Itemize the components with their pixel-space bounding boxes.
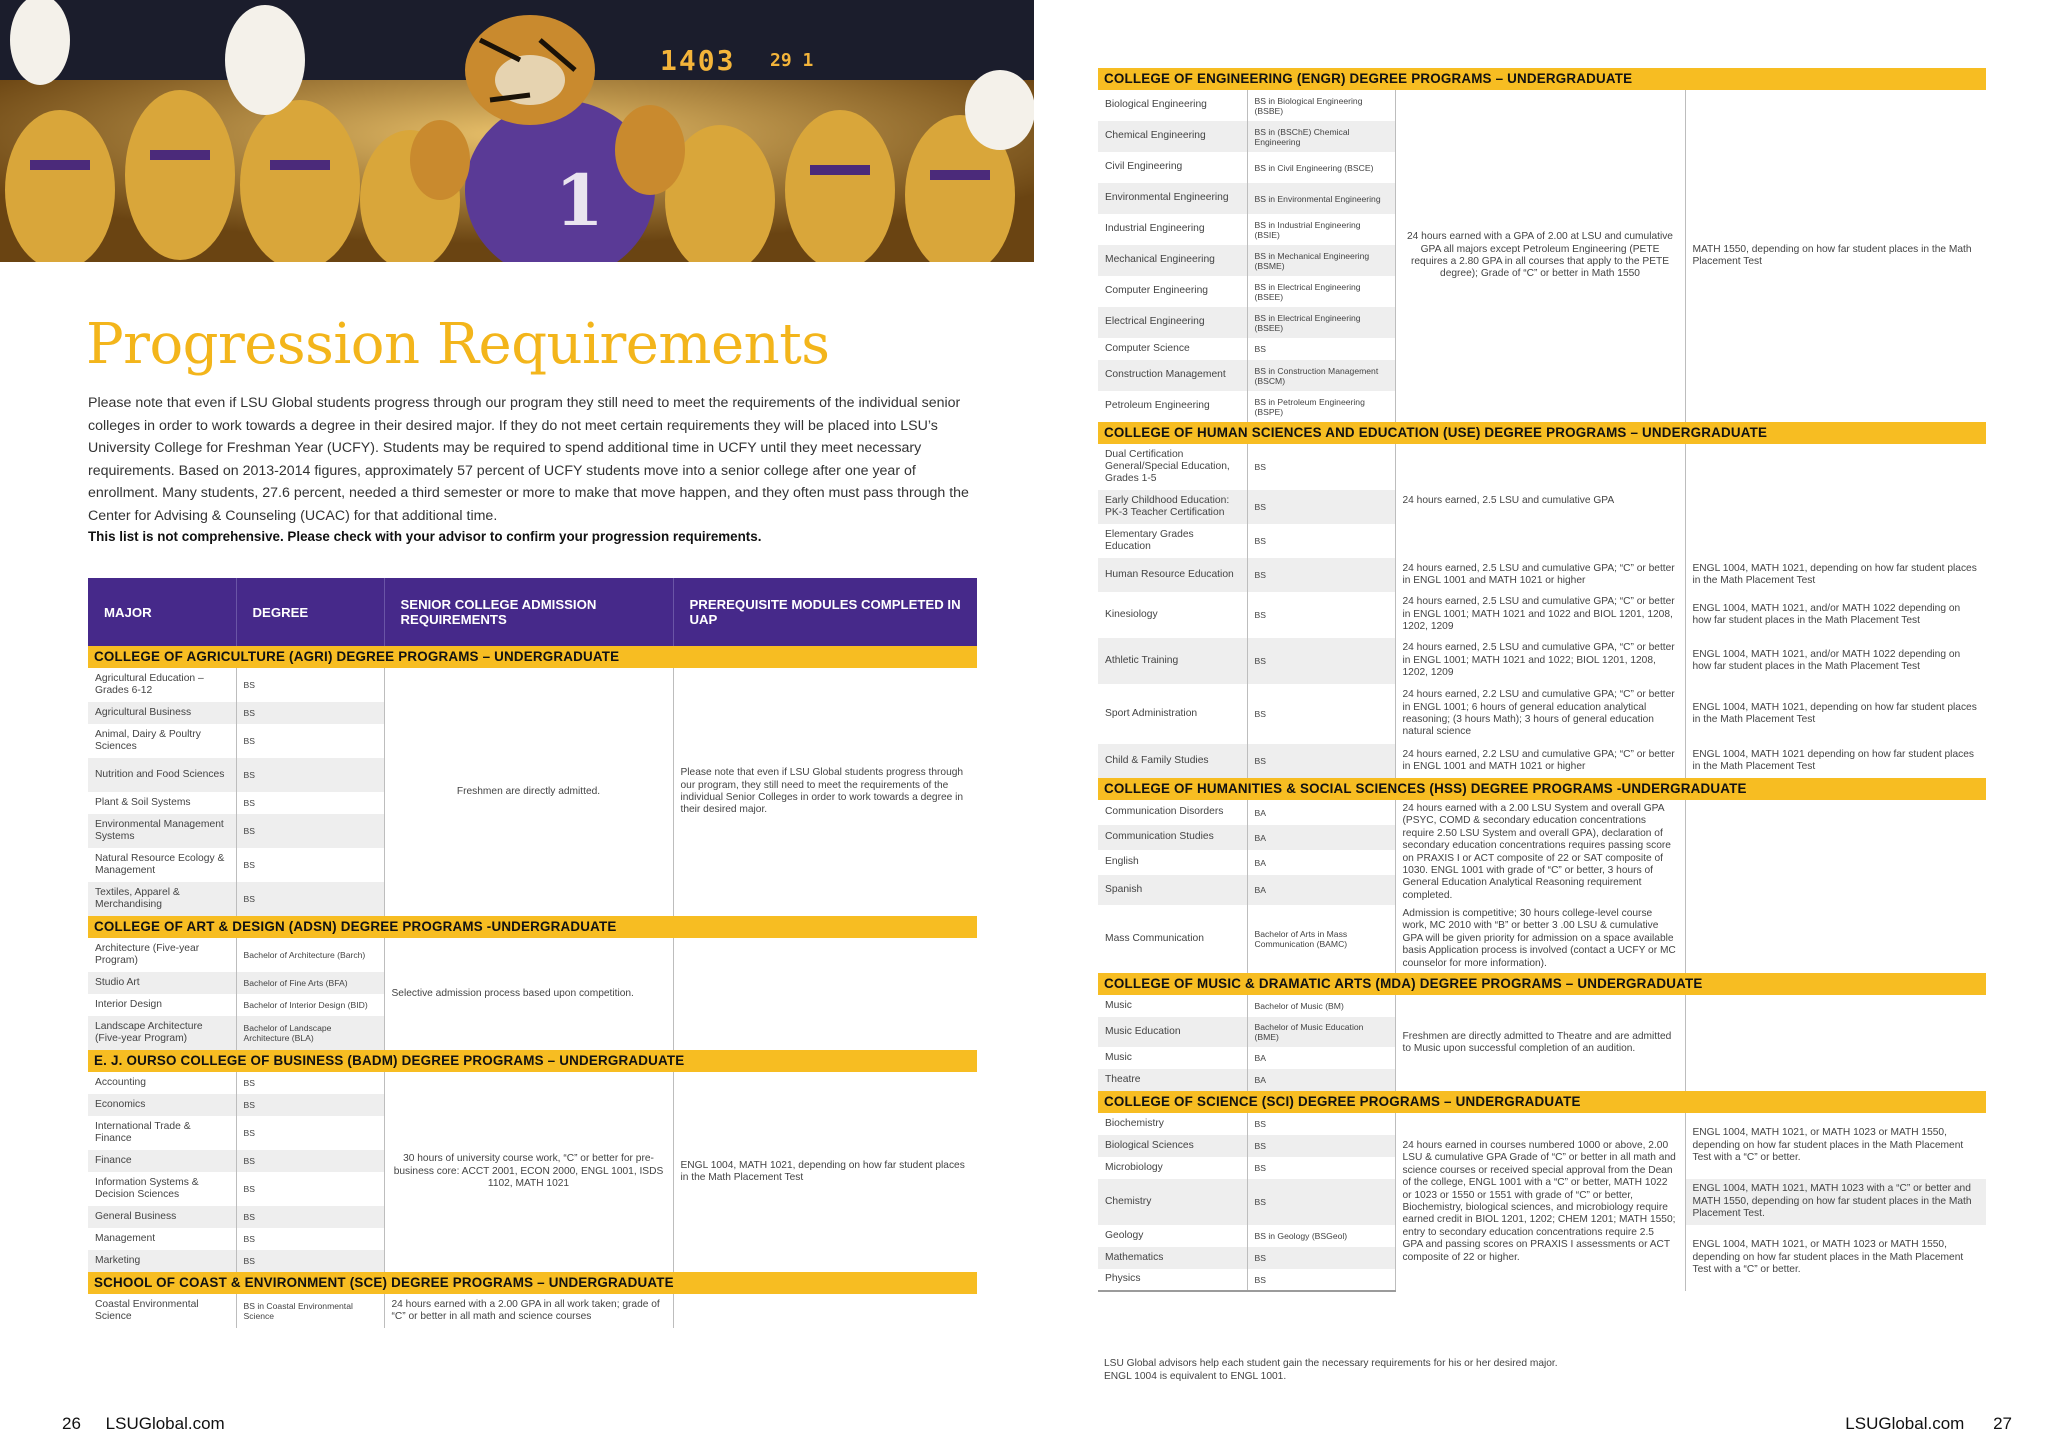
requirements-table-left	[88, 578, 977, 1328]
prereq-cell: ENGL 1004, MATH 1021, or MATH 1023 or MATH 1550, depending on how far student places in the Math Placement Test with a “C” or better.	[1685, 1225, 1986, 1291]
major-cell: Music	[1105, 1051, 1132, 1063]
degree-cell: Bachelor of Architecture (Barch)	[236, 938, 384, 972]
major-cell: Agricultural Education – Grades 6-12	[95, 672, 204, 696]
major-cell: Elementary Grades Education	[1105, 528, 1194, 552]
major-cell: Accounting	[95, 1076, 146, 1088]
major-cell: Physics	[1098, 1269, 1247, 1291]
admission-cell: 24 hours earned with a 2.00 GPA in all work taken; grade of “C” or better in all math and science courses	[384, 1294, 673, 1328]
degree-cell: BS	[236, 882, 384, 916]
major-cell: Theatre	[1098, 1069, 1247, 1091]
major-cell: Communication Disorders	[1105, 806, 1224, 818]
prereq-cell: ENGL 1004, MATH 1021, MATH 1023 with a “C” or better and MATH 1550, depending on how far student places in the Math Placement Test.	[1685, 1179, 1986, 1225]
prereq-cell: ENGL 1004, MATH 1021, depending on how far student places in the Math Placement Test	[673, 1072, 977, 1272]
section-header-sce: SCHOOL OF COAST & ENVIRONMENT (SCE) DEGREE PROGRAMS – UNDERGRADUATE	[88, 1272, 977, 1294]
degree-cell: BA	[1247, 850, 1395, 875]
major-cell: Management	[95, 1232, 156, 1244]
degree-cell: BS	[236, 1172, 384, 1206]
degree-cell: BS in Construction Management (BSCM)	[1247, 360, 1395, 391]
degree-cell: BS	[1247, 558, 1395, 592]
prereq-cell	[1685, 800, 1986, 973]
major-cell: Athletic Training	[1098, 638, 1247, 684]
band-mascot-photo	[0, 0, 1034, 262]
admission-cell: 24 hours earned with a 2.00 LSU System and overall GPA (PSYC, COMD & secondary education concentrations require 2.50 LSU System and overall GPA), declaration of secondary education concentrations requires passing score on PRAXIS I or ACT composite of 22 or SAT composite of 1030. ENGL 1001 with grade of “C” or better, 3 hours of General Education Analytical Reasoning requirement completed.	[1395, 800, 1685, 905]
major-cell: Architecture (Five-year Program)	[95, 942, 200, 966]
major-cell: Biological Engineering	[1105, 99, 1207, 111]
admission-cell: Freshmen are directly admitted.	[384, 668, 673, 916]
major-cell: Civil Engineering	[1105, 161, 1183, 173]
degree-cell: BS	[1247, 524, 1395, 558]
degree-cell: BS	[1247, 744, 1395, 778]
major-cell: Music Education	[1098, 1017, 1247, 1047]
prereq-cell	[673, 938, 977, 1050]
degree-cell: BS in Coastal Environmental Science	[236, 1294, 384, 1328]
major-cell: Computer Science	[1105, 342, 1190, 354]
footnote-line: ENGL 1004 is equivalent to ENGL 1001.	[1104, 1371, 1287, 1382]
major-cell: Chemical Engineering	[1098, 121, 1247, 152]
section-header-badm: E. J. OURSO COLLEGE OF BUSINESS (BADM) DEGREE PROGRAMS – UNDERGRADUATE	[88, 1050, 977, 1072]
degree-cell: BS	[236, 1094, 384, 1116]
degree-cell: BS	[1247, 444, 1395, 490]
major-cell: Spanish	[1098, 875, 1247, 905]
prereq-cell	[1685, 444, 1986, 558]
major-cell: Microbiology	[1105, 1161, 1163, 1173]
degree-cell: BS	[1247, 338, 1395, 360]
degree-cell: BS	[236, 792, 384, 814]
prereq-cell: ENGL 1004, MATH 1021 depending on how far student places in the Math Placement Test	[1685, 744, 1986, 778]
major-cell: Construction Management	[1098, 360, 1247, 391]
major-cell: Economics	[88, 1094, 236, 1116]
degree-cell: BS in Electrical Engineering (BSEE)	[1247, 276, 1395, 307]
major-cell: English	[1105, 856, 1139, 868]
major-cell: International Trade & Finance	[95, 1120, 191, 1144]
major-cell: Textiles, Apparel & Merchandising	[88, 882, 236, 916]
major-cell: Electrical Engineering	[1098, 307, 1247, 338]
major-cell: Marketing	[88, 1250, 236, 1272]
major-cell: Communication Studies	[1098, 825, 1247, 850]
footer-left	[62, 1414, 225, 1434]
major-cell: Nutrition and Food Sciences	[88, 758, 236, 792]
site-url-right[interactable]: LSUGlobal.com	[1845, 1414, 1965, 1433]
degree-cell: BS	[236, 1150, 384, 1172]
col-header-degree: DEGREE	[236, 578, 384, 646]
prereq-cell: MATH 1550, depending on how far student places in the Math Placement Test	[1685, 90, 1986, 422]
col-header-prereq: PREREQUISITE MODULES COMPLETED IN UAP	[673, 578, 977, 646]
degree-cell: BS in Electrical Engineering (BSEE)	[1247, 307, 1395, 338]
degree-cell: BS	[236, 1206, 384, 1228]
degree-cell: BS	[236, 724, 384, 758]
major-cell: Child & Family Studies	[1098, 744, 1247, 778]
major-cell: Agricultural Business	[88, 702, 236, 724]
svg-text:1: 1	[555, 159, 604, 242]
site-url-left[interactable]: LSUGlobal.com	[105, 1414, 225, 1433]
admission-cell: 24 hours earned with a GPA of 2.00 at LSU and cumulative GPA all majors except Petroleum Engineering (PETE requires a 2.80 GPA in all courses that apply to the PETE degree); Grade of “C” or better in Math 1550	[1395, 90, 1685, 422]
degree-cell: BS	[236, 758, 384, 792]
prereq-cell: ENGL 1004, MATH 1021, and/or MATH 1022 depending on how far student places in the Math Placement Test	[1685, 592, 1986, 638]
degree-cell: BA	[1247, 875, 1395, 905]
major-cell: Coastal Environmental Science	[95, 1298, 199, 1322]
major-cell: Dual Certification General/Special Education, Grades 1-5	[1105, 448, 1230, 485]
degree-cell: BS	[236, 1072, 384, 1094]
major-cell: Industrial Engineering	[1105, 223, 1205, 235]
major-cell: Mass Communication	[1105, 932, 1204, 944]
degree-cell: BS	[1247, 638, 1395, 684]
degree-cell: Bachelor of Music (BM)	[1247, 995, 1395, 1017]
major-cell: General Business	[88, 1206, 236, 1228]
col-header-major: MAJOR	[88, 578, 236, 646]
major-cell: Information Systems & Decision Sciences	[95, 1176, 199, 1200]
degree-cell: BS in (BSChE) Chemical Engineering	[1247, 121, 1395, 152]
prereq-cell: Please note that even if LSU Global students progress through our program, they still need to meet the requirements of the individual Senior Colleges in order to work towards a degree in their desired major.	[673, 668, 977, 916]
major-cell: Finance	[88, 1150, 236, 1172]
degree-cell: BS	[1247, 1135, 1395, 1157]
major-cell: Biochemistry	[1105, 1117, 1164, 1129]
degree-cell: BS	[1247, 490, 1395, 524]
section-header-agri: COLLEGE OF AGRICULTURE (AGRI) DEGREE PROGRAMS – UNDERGRADUATE	[88, 646, 977, 668]
major-cell: Computer Engineering	[1105, 285, 1209, 297]
section-header-mda: COLLEGE OF MUSIC & DRAMATIC ARTS (MDA) DEGREE PROGRAMS – UNDERGRADUATE	[1098, 973, 1986, 995]
degree-cell: BA	[1247, 825, 1395, 850]
page-number-left: 26	[62, 1414, 81, 1433]
section-header-sci: COLLEGE OF SCIENCE (SCI) DEGREE PROGRAMS – UNDERGRADUATE	[1098, 1091, 1986, 1113]
degree-cell: BS	[236, 1228, 384, 1250]
major-cell: Environmental Management Systems	[88, 814, 236, 848]
degree-cell: BA	[1247, 1069, 1395, 1091]
degree-cell: BS	[236, 702, 384, 724]
section-header-use: COLLEGE OF HUMAN SCIENCES AND EDUCATION (USE) DEGREE PROGRAMS – UNDERGRADUATE	[1098, 422, 1986, 444]
admission-cell: 24 hours earned, 2.5 LSU and cumulative GPA; “C” or better in ENGL 1001 and MATH 1021 or higher	[1395, 558, 1685, 592]
admission-cell: 24 hours earned, 2.2 LSU and cumulative GPA; “C” or better in ENGL 1001 and MATH 1021 or higher	[1395, 744, 1685, 778]
degree-cell: Bachelor of Landscape Architecture (BLA)	[236, 1016, 384, 1050]
degree-cell: BS in Mechanical Engineering (BSME)	[1247, 245, 1395, 276]
table-header-row	[88, 578, 977, 646]
degree-cell: Bachelor of Fine Arts (BFA)	[236, 972, 384, 994]
degree-cell: BS	[236, 848, 384, 882]
admission-cell: 24 hours earned, 2.5 LSU and cumulative GPA; “C” or better in ENGL 1001; MATH 1021 and 1022 and BIOL 1201, 1208, 1202, 1209	[1395, 592, 1685, 638]
degree-cell: BS	[1247, 1179, 1395, 1225]
admission-cell: 24 hours earned in courses numbered 1000 or above, 2.00 LSU & cumulative GPA Grade of “C” or better in all math and science courses or received special approval from the Dean of the college, ENGL 1001 with a “C” or better, MATH 1022 or 1023 or 1550 or 1551 with grade of “C” or better, Biochemistry, biological sciences, and microbiology require earned credit in BIOL 1201, 1202; CHEM 1201; MATH 1550; entry to secondary education concentrations require 2.5 GPA and passing scores on PRAXIS I assessments or ACT composite of 22 or higher.	[1395, 1113, 1685, 1291]
admission-cell: Admission is competitive; 30 hours college-level course work, MC 2010 with “B” or better 3 .00 LSU & cumulative GPA will be given priority for admission on a space available basis Application process is involved (contact a UCFY or MC counselor for more information).	[1395, 905, 1685, 973]
footnotes	[1104, 1357, 1558, 1383]
degree-cell: Bachelor of Music Education (BME)	[1247, 1017, 1395, 1047]
degree-cell: BS	[1247, 1113, 1395, 1135]
admission-cell: 24 hours earned, 2.5 LSU and cumulative GPA, “C” or better in ENGL 1001; MATH 1021 and 1022; BIOL 1201, 1208, 1202, 1209	[1395, 638, 1685, 684]
requirements-table-right	[1098, 68, 1986, 1292]
admission-cell: Selective admission process based upon competition.	[384, 938, 673, 1050]
admission-cell: Freshmen are directly admitted to Theatre and are admitted to Music upon successful completion of an audition.	[1395, 995, 1685, 1091]
major-cell: Plant & Soil Systems	[95, 796, 191, 808]
major-cell: Landscape Architecture (Five-year Program)	[88, 1016, 236, 1050]
prereq-cell	[673, 1294, 977, 1328]
degree-cell: BA	[1247, 800, 1395, 825]
footnote-line: LSU Global advisors help each student gain the necessary requirements for his or her desired major.	[1104, 1358, 1558, 1369]
admission-cell: 30 hours of university course work, “C” or better for pre-business core: ACCT 2001, ECON 2000, ENGL 1001, ISDS 1102, MATH 1021	[384, 1072, 673, 1272]
degree-cell: BS in Biological Engineering (BSBE)	[1247, 90, 1395, 121]
degree-cell: BS	[236, 1250, 384, 1272]
major-cell: Sport Administration	[1105, 707, 1198, 719]
degree-cell: BS in Geology (BSGeol)	[1247, 1225, 1395, 1247]
major-cell: Geology	[1105, 1229, 1144, 1241]
prereq-cell: ENGL 1004, MATH 1021, depending on how far student places in the Math Placement Test	[1685, 684, 1986, 744]
degree-cell: Bachelor of Interior Design (BID)	[236, 994, 384, 1016]
degree-cell: Bachelor of Arts in Mass Communication (BAMC)	[1247, 905, 1395, 973]
page-title: Progression Requirements	[86, 312, 830, 377]
major-cell: Animal, Dairy & Poultry Sciences	[95, 728, 201, 752]
prereq-cell: ENGL 1004, MATH 1021, or MATH 1023 or MATH 1550, depending on how far student places in the Math Placement Test with a “C” or better.	[1685, 1113, 1986, 1179]
major-cell: Petroleum Engineering	[1105, 400, 1210, 412]
major-cell: Environmental Engineering	[1098, 183, 1247, 214]
degree-cell: BA	[1247, 1047, 1395, 1069]
scoreboard-text-2: 29 1	[770, 50, 814, 71]
major-cell: Mechanical Engineering	[1098, 245, 1247, 276]
major-cell: Natural Resource Ecology & Management	[95, 852, 225, 876]
major-cell: Chemistry	[1098, 1179, 1247, 1225]
degree-cell: BS	[236, 814, 384, 848]
degree-cell: BS	[1247, 1269, 1395, 1291]
section-header-engr: COLLEGE OF ENGINEERING (ENGR) DEGREE PROGRAMS – UNDERGRADUATE	[1098, 68, 1986, 90]
intro-disclaimer: This list is not comprehensive. Please check with your advisor to confirm your progression requirements.	[88, 529, 762, 544]
prereq-cell	[1685, 995, 1986, 1091]
major-cell: Interior Design	[95, 998, 162, 1010]
degree-cell: BS in Industrial Engineering (BSIE)	[1247, 214, 1395, 245]
footer-right	[1845, 1414, 2012, 1434]
section-header-hss: COLLEGE OF HUMANITIES & SOCIAL SCIENCES (HSS) DEGREE PROGRAMS -UNDERGRADUATE	[1098, 778, 1986, 800]
degree-cell: BS	[236, 668, 384, 702]
degree-cell: BS in Petroleum Engineering (BSPE)	[1247, 391, 1395, 422]
degree-cell: BS	[1247, 684, 1395, 744]
degree-cell: BS	[236, 1116, 384, 1150]
degree-cell: BS	[1247, 1247, 1395, 1269]
photo-illustration	[0, 0, 1034, 262]
degree-cell: BS in Civil Engineering (BSCE)	[1247, 152, 1395, 183]
major-cell: Kinesiology	[1105, 608, 1158, 620]
page-number-right: 27	[1993, 1414, 2012, 1433]
major-cell: Mathematics	[1098, 1247, 1247, 1269]
scoreboard-text: 1403	[660, 44, 736, 77]
major-cell: Early Childhood Education: PK-3 Teacher Certification	[1098, 490, 1247, 524]
major-cell: Human Resource Education	[1098, 558, 1247, 592]
degree-cell: BS	[1247, 1157, 1395, 1179]
intro-paragraph: Please note that even if LSU Global students progress through our program they still need to meet the requirements of the individual senior colleges in order to work towards a degree in their desired major. If they do not meet certain requirements they will be placed into LSU’s University College for Freshman Year (UCFY). Students may be required to spend additional time in UCFY until they meet necessary requirements. Based on 2013-2014 figures, approximately 57 percent of UCFY students move into a senior college after one year of enrollment. Many students, 27.6 percent, needed a third semester or more to make that move happen, and they often must pass through the Center for Advising & Counseling (UCAC) for that additional time.	[88, 395, 969, 524]
section-header-adsn: COLLEGE OF ART & DESIGN (ADSN) DEGREE PROGRAMS -UNDERGRADUATE	[88, 916, 977, 938]
major-cell: Studio Art	[88, 972, 236, 994]
prereq-cell: ENGL 1004, MATH 1021, and/or MATH 1022 depending on how far student places in the Math Placement Test	[1685, 638, 1986, 684]
degree-cell: BS	[1247, 592, 1395, 638]
degree-cell: BS in Environmental Engineering	[1247, 183, 1395, 214]
major-cell: Music	[1105, 999, 1132, 1011]
prereq-cell: ENGL 1004, MATH 1021, depending on how far student places in the Math Placement Test	[1685, 558, 1986, 592]
major-cell: Biological Sciences	[1098, 1135, 1247, 1157]
admission-cell: 24 hours earned, 2.5 LSU and cumulative GPA	[1395, 444, 1685, 558]
admission-cell: 24 hours earned, 2.2 LSU and cumulative GPA; “C” or better in ENGL 1001; 6 hours of general education analytical reasoning; (3 hours Math); 3 hours of general education natural science	[1395, 684, 1685, 744]
col-header-senior-college: SENIOR COLLEGE ADMISSION REQUIREMENTS	[384, 578, 673, 646]
